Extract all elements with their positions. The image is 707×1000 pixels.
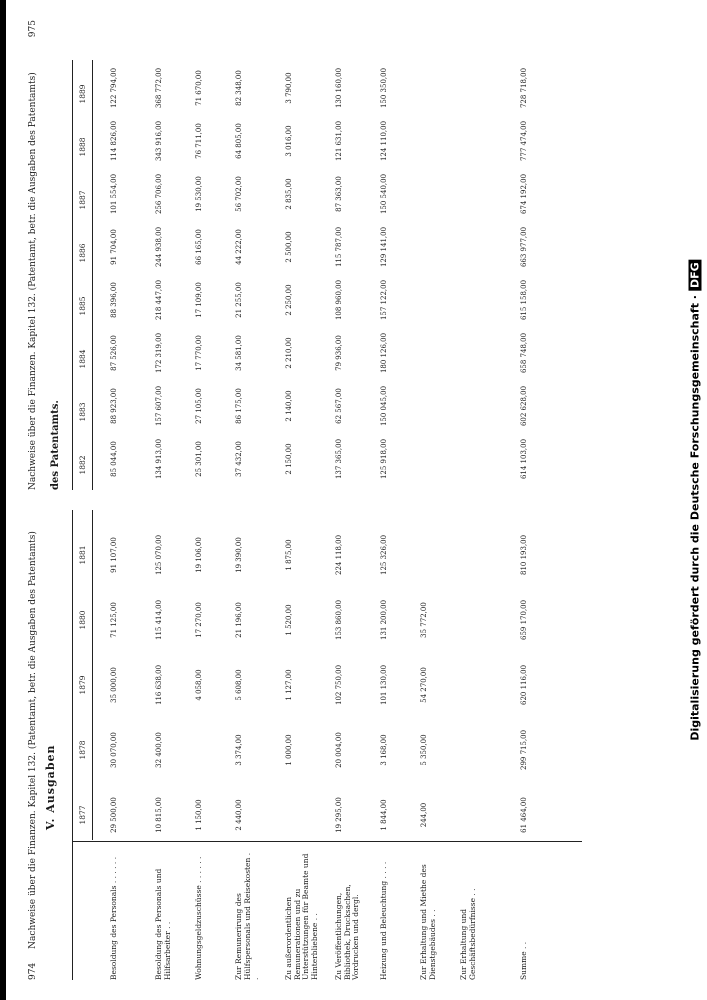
table-cell: 17 270,00 (195, 602, 203, 638)
right-section-title: des Patentamts. (50, 400, 61, 490)
year-header: 1882 (78, 455, 87, 475)
right-header (28, 20, 38, 490)
row-label: Wohnungsgeldzuschüsse . . . . . . (194, 856, 203, 980)
table-cell: 114 826,00 (110, 120, 118, 162)
table-cell: 368 772,00 (155, 67, 163, 109)
left-page (20, 510, 640, 980)
table-cell: 810 193,00 (520, 534, 528, 575)
table-cell: 21 196,00 (235, 602, 243, 638)
table-cell: 2 835,00 (285, 178, 293, 210)
table-cell: 62 567,00 (335, 388, 343, 424)
table-cell: 1 844,00 (380, 799, 388, 831)
table-cell: 620 116,00 (520, 664, 528, 705)
table-cell: 88 396,00 (110, 282, 118, 318)
table-cell: 157 122,00 (380, 279, 388, 321)
table-cell: 2 150,00 (285, 443, 293, 475)
rule (72, 60, 73, 490)
right-page (20, 20, 640, 490)
table-cell: 27 105,00 (195, 388, 203, 424)
table-cell: 244,00 (420, 802, 428, 828)
table-cell: 34 581,00 (235, 335, 243, 371)
dfg-side-strip (683, 0, 707, 1000)
table-cell: 658 748,00 (520, 332, 528, 374)
table-cell: 602 628,00 (520, 385, 528, 427)
table-cell: 125 326,00 (380, 534, 388, 575)
table-cell: 44 222,00 (235, 229, 243, 265)
year-header: 1879 (78, 675, 87, 695)
row-label: Zu außerordentlichen Remunerationen und zu Unterstützungen für Beamte und Hinterbliebene . . (284, 853, 319, 980)
table-cell: 101 554,00 (110, 173, 118, 215)
table-cell: 663 977,00 (520, 226, 528, 268)
table-cell: 130 160,00 (335, 67, 343, 109)
table-cell: 256 706,00 (155, 173, 163, 215)
year-header: 1889 (78, 84, 87, 104)
table-cell: 37 432,00 (235, 441, 243, 477)
left-header (28, 510, 38, 980)
year-header: 1878 (78, 740, 87, 760)
table-cell: 17 770,00 (195, 335, 203, 371)
rule (92, 510, 93, 840)
table-cell: 61 464,00 (520, 797, 528, 833)
table-cell: 615 158,00 (520, 279, 528, 321)
table-cell: 1 875,00 (285, 539, 293, 571)
table-cell: 1 000,00 (285, 734, 293, 766)
table-cell: 674 192,00 (520, 173, 528, 215)
table-cell: 153 860,00 (335, 599, 343, 640)
table-cell: 21 255,00 (235, 282, 243, 318)
right-page-number: 975 (28, 20, 38, 38)
table-cell: 5 350,00 (420, 734, 428, 766)
table-cell: 124 110,00 (380, 120, 388, 162)
row-label: Besoldung des Personals und Hilfsarbeiter . . (154, 868, 172, 980)
table-cell: 88 923,00 (110, 388, 118, 424)
table-cell: 79 936,00 (335, 335, 343, 371)
table-cell: 19 295,00 (335, 797, 343, 833)
table-cell: 35 772,00 (420, 602, 428, 638)
table-cell: 1 150,00 (195, 799, 203, 831)
year-header: 1884 (78, 349, 87, 369)
table-cell: 102 750,00 (335, 664, 343, 705)
table-cell: 299 715,00 (520, 729, 528, 770)
table-cell: 29 500,00 (110, 797, 118, 833)
table-cell: 614 103,00 (520, 438, 528, 480)
table-cell: 54 270,00 (420, 667, 428, 703)
table-cell: 2 500,00 (285, 231, 293, 263)
table-cell: 131 200,00 (380, 599, 388, 640)
table-cell: 728 718,00 (520, 67, 528, 109)
table-cell: 137 365,00 (335, 438, 343, 480)
year-header: 1887 (78, 190, 87, 210)
table-cell: 134 913,00 (155, 438, 163, 480)
table-cell: 86 175,00 (235, 388, 243, 424)
table-cell: 3 168,00 (380, 734, 388, 766)
table-cell: 10 815,00 (155, 797, 163, 833)
row-label: Zur Remunerirung des Hülfspersonals und Reisekosten . . (234, 852, 261, 980)
table-cell: 56 702,00 (235, 176, 243, 212)
table-cell: 121 631,00 (335, 120, 343, 162)
table-cell: 91 107,00 (110, 537, 118, 573)
table-cell: 76 711,00 (195, 123, 203, 159)
table-cell: 3 016,00 (285, 125, 293, 157)
table-cell: 87 526,00 (110, 335, 118, 371)
dfg-credit-text (689, 259, 702, 740)
left-running-head: Nachweise über die Finanzen. Kapitel 132. (Patentamt, betr. die Ausgaben des Patentamts) (28, 531, 38, 949)
table-cell: 71 670,00 (195, 70, 203, 106)
table-cell: 244 938,00 (155, 226, 163, 268)
table-cell: 343 916,00 (155, 120, 163, 162)
table-cell: 157 607,00 (155, 385, 163, 427)
rotated-spread (20, 20, 640, 980)
scan-border (0, 0, 6, 1000)
section-title: V. Ausgaben (44, 744, 57, 830)
table-cell: 108 960,00 (335, 279, 343, 321)
table-cell: 129 141,00 (380, 226, 388, 268)
table-cell: 17 109,00 (195, 282, 203, 318)
table-cell: 71 125,00 (110, 602, 118, 638)
table-cell: 2 210,00 (285, 337, 293, 369)
table-cell: 125 918,00 (380, 438, 388, 480)
row-label: Heizung und Beleuchtung . . . . (379, 861, 388, 980)
year-header: 1888 (78, 137, 87, 157)
year-header: 1885 (78, 296, 87, 316)
left-page-number: 974 (28, 962, 38, 980)
table-cell: 224 118,00 (335, 534, 343, 575)
table-cell: 115 414,00 (155, 599, 163, 640)
table-cell: 91 704,00 (110, 229, 118, 265)
table-cell: 30 070,00 (110, 732, 118, 768)
row-label: Besoldung des Personals . . . . . . (109, 856, 118, 980)
table-cell: 20 004,00 (335, 732, 343, 768)
table-cell: 35 000,00 (110, 667, 118, 703)
table-cell: 2 440,00 (235, 799, 243, 831)
table-cell: 2 250,00 (285, 284, 293, 316)
table-cell: 4 058,00 (195, 669, 203, 701)
table-cell: 2 140,00 (285, 390, 293, 422)
year-header: 1886 (78, 243, 87, 263)
row-label: Zu Veröffentlichungen, Bibliothek, Drucksachen, Vordrucken und dergl. (334, 884, 361, 980)
table-cell: 150 540,00 (380, 173, 388, 215)
table-cell: 122 794,00 (110, 67, 118, 109)
dfg-credit-label: Digitalisierung gefördert durch die Deutsche Forschungsgemeinschaft · (688, 295, 702, 741)
dfg-badge: DFG (689, 259, 702, 291)
table-cell: 125 070,00 (155, 534, 163, 575)
table-cell: 1 127,00 (285, 669, 293, 701)
table-cell: 115 787,00 (335, 226, 343, 268)
year-header: 1881 (78, 545, 87, 565)
table-cell: 25 301,00 (195, 441, 203, 477)
year-header: 1877 (78, 805, 87, 825)
table-cell: 19 390,00 (235, 537, 243, 573)
table-cell: 64 805,00 (235, 123, 243, 159)
table-cell: 3 374,00 (235, 734, 243, 766)
row-label: Zur Erhaltung und Geschäftsbedürfnisse . . (459, 888, 477, 980)
table-cell: 19 106,00 (195, 537, 203, 573)
table-cell: 1 520,00 (285, 604, 293, 636)
right-running-head: Nachweise über die Finanzen. Kapitel 132. (Patentamt, betr. die Ausgaben des Patentamts) (28, 72, 38, 490)
table-cell: 5 608,00 (235, 669, 243, 701)
table-cell: 777 474,00 (520, 120, 528, 162)
table-cell: 150 350,00 (380, 67, 388, 109)
table-cell: 218 447,00 (155, 279, 163, 321)
table-cell: 66 165,00 (195, 229, 203, 265)
table-cell: 32 400,00 (155, 732, 163, 768)
table-cell: 116 638,00 (155, 664, 163, 705)
row-label: Zur Erhaltung und Miethe des Dienstgebäudes . . (419, 864, 437, 980)
table-cell: 180 126,00 (380, 332, 388, 374)
table-cell: 85 044,00 (110, 441, 118, 477)
table-cell: 3 790,00 (285, 72, 293, 104)
table-cell: 19 530,00 (195, 176, 203, 212)
table-cell: 101 130,00 (380, 664, 388, 705)
table-cell: 82 348,00 (235, 70, 243, 106)
table-cell: 150 045,00 (380, 385, 388, 427)
rule (92, 60, 93, 490)
table-cell: 87 363,00 (335, 176, 343, 212)
year-header: 1883 (78, 402, 87, 422)
table-cell: 172 319,00 (155, 332, 163, 374)
row-label: Summe . . (519, 941, 528, 980)
year-header: 1880 (78, 610, 87, 630)
table-cell: 659 170,00 (520, 599, 528, 640)
rule (72, 841, 582, 842)
rule (72, 510, 73, 980)
